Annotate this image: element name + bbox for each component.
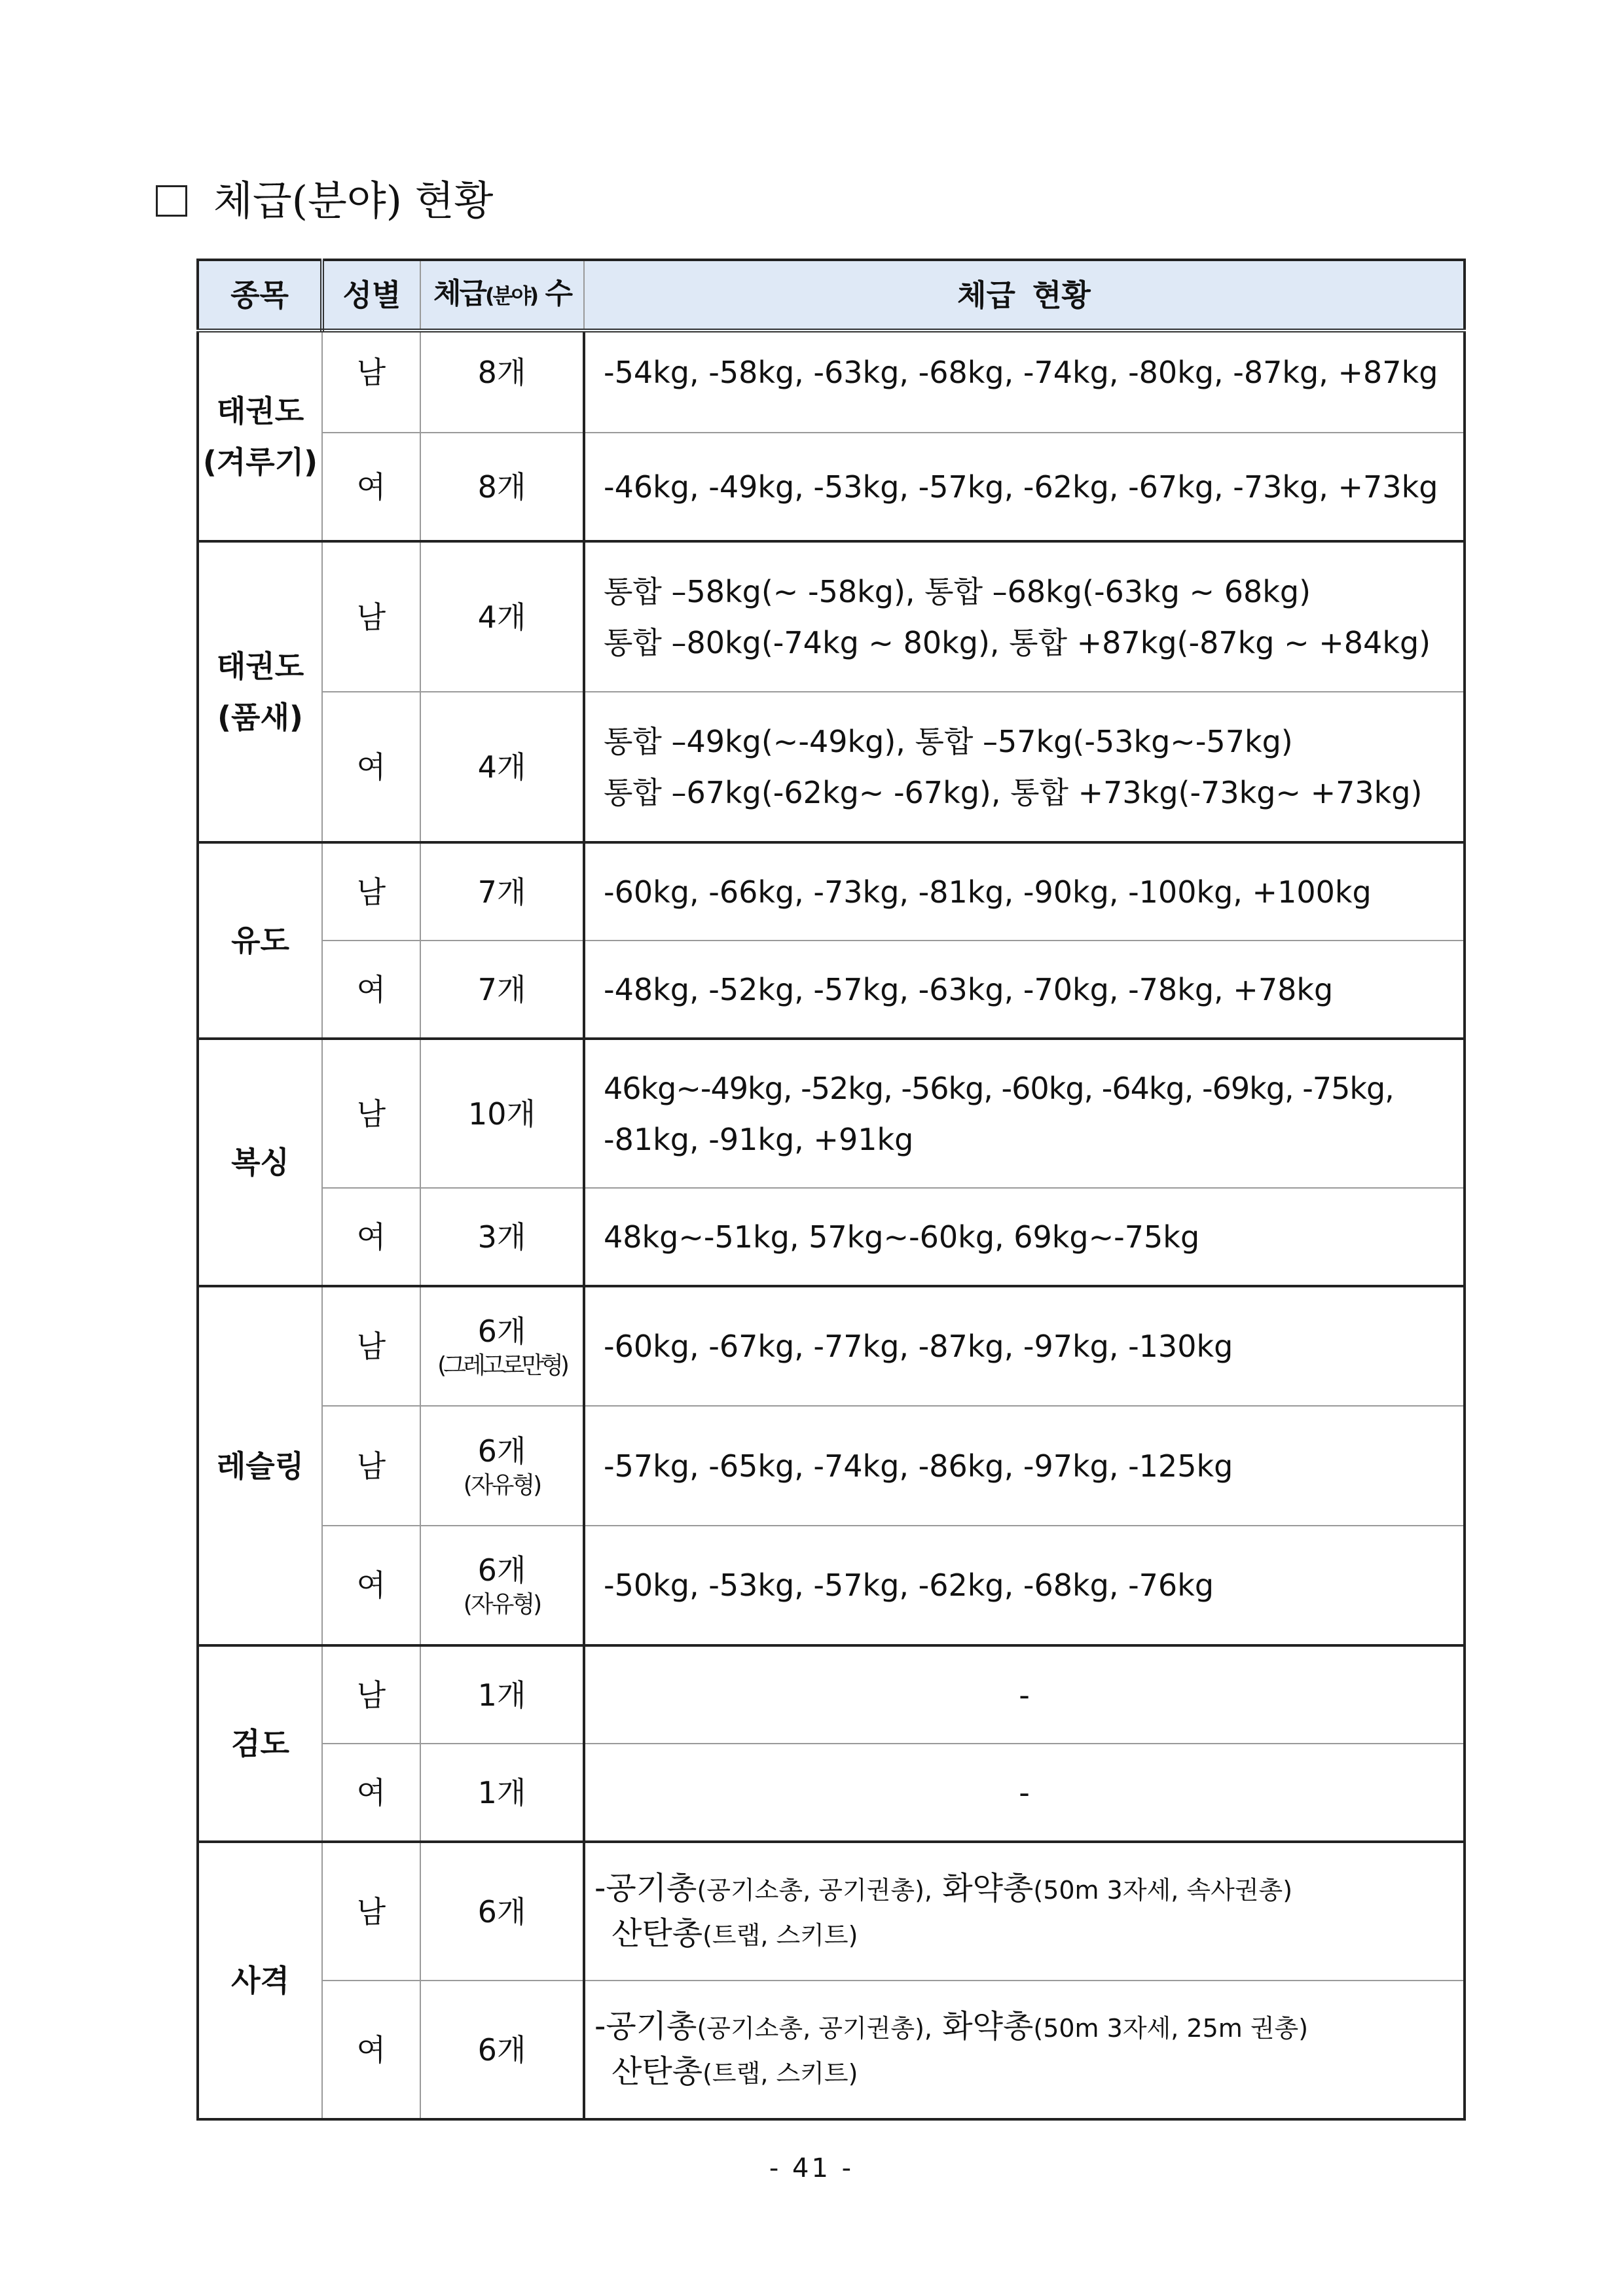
count-value: 6개 <box>477 1314 526 1349</box>
count-cell: 8개 <box>420 433 584 541</box>
table-row <box>198 541 1465 692</box>
table-row <box>198 692 1465 842</box>
gender-cell: 여 <box>322 692 420 842</box>
classes-line <box>594 2005 1463 2050</box>
gun-events: (공기소총, 공기권총), <box>697 1875 932 1905</box>
count-cell: 3개 <box>420 1188 584 1286</box>
classes-line <box>594 2050 1463 2095</box>
count-cell: 7개 <box>420 842 584 941</box>
sport-label-line1: 태권도 <box>216 393 304 429</box>
count-cell: 1개 <box>420 1645 584 1744</box>
classes-cell: -46kg, -49kg, -53kg, -57kg, -62kg, -67kg, -73kg, +73kg <box>584 433 1465 541</box>
table-row <box>198 1526 1465 1645</box>
count-cell <box>420 1526 584 1645</box>
gender-cell: 남 <box>322 541 420 692</box>
count-cell: 1개 <box>420 1744 584 1842</box>
gun-type: 산탄총 <box>611 2053 703 2090</box>
classes-line <box>594 1912 1463 1957</box>
gender-cell: 남 <box>322 1645 420 1744</box>
gender-cell: 여 <box>322 1981 420 2119</box>
table-row <box>198 1981 1465 2119</box>
gender-cell: 여 <box>322 1744 420 1842</box>
classes-line: 46kg~-49kg, -52kg, -56kg, -60kg, -64kg, -69kg, -75kg, <box>604 1070 1394 1106</box>
count-style: (그레고로만형) <box>437 1352 566 1379</box>
table-row <box>198 1744 1465 1842</box>
sport-cell: 검도 <box>198 1645 322 1842</box>
sport-label-line2: (품새) <box>217 700 303 735</box>
classes-line: 통합 –58kg(~ -58kg), 통합 –68kg(-63kg ~ 68kg) <box>604 573 1311 609</box>
count-cell <box>420 1406 584 1526</box>
header-count-main: 체급 <box>433 277 486 310</box>
header-count-suffix: 수 <box>537 277 571 310</box>
table-row <box>198 1406 1465 1526</box>
gun-type: 화약총 <box>932 2007 1034 2045</box>
classes-cell: -54kg, -58kg, -63kg, -68kg, -74kg, -80kg, -87kg, +87kg <box>584 331 1465 433</box>
gun-events: (트랩, 스키트) <box>702 1920 858 1950</box>
gender-cell: 남 <box>322 1039 420 1188</box>
classes-cell: - <box>584 1645 1465 1744</box>
page-number: - 41 - <box>769 2153 854 2183</box>
header-classes: 체급 현황 <box>584 260 1465 331</box>
table-row <box>198 433 1465 541</box>
classes-cell <box>584 1842 1465 1981</box>
count-cell <box>420 1286 584 1406</box>
sport-cell: 유도 <box>198 842 322 1039</box>
classes-cell: 48kg~-51kg, 57kg~-60kg, 69kg~-75kg <box>584 1188 1465 1286</box>
gender-cell: 남 <box>322 331 420 433</box>
sport-cell <box>198 541 322 842</box>
header-sport: 종목 <box>198 260 322 331</box>
count-cell: 10개 <box>420 1039 584 1188</box>
count-value: 6개 <box>477 1552 526 1588</box>
table-row <box>198 1188 1465 1286</box>
header-count-small: (분야) <box>485 283 538 308</box>
count-cell: 6개 <box>420 1981 584 2119</box>
sport-label-line1: 태권도 <box>216 649 304 684</box>
gender-cell: 남 <box>322 1286 420 1406</box>
count-cell: 4개 <box>420 692 584 842</box>
classes-cell <box>584 541 1465 692</box>
classes-line <box>594 1867 1463 1912</box>
gun-type: -공기총 <box>594 1869 697 1907</box>
sport-cell: 복싱 <box>198 1039 322 1286</box>
gun-type: 화약총 <box>932 1869 1034 1907</box>
section-heading <box>156 171 493 230</box>
gender-cell: 여 <box>322 1526 420 1645</box>
classes-cell: -48kg, -52kg, -57kg, -63kg, -70kg, -78kg, +78kg <box>584 941 1465 1039</box>
header-gender: 성별 <box>322 260 420 331</box>
checkbox-square-icon <box>156 185 187 217</box>
table-row <box>198 842 1465 941</box>
gun-type: 산탄총 <box>611 1914 703 1952</box>
count-cell: 7개 <box>420 941 584 1039</box>
sport-label-line2: (겨루기) <box>202 444 318 480</box>
gender-cell: 여 <box>322 433 420 541</box>
table-row <box>198 1286 1465 1406</box>
gender-cell: 남 <box>322 1406 420 1526</box>
gender-cell: 남 <box>322 1842 420 1981</box>
classes-line: 통합 –80kg(-74kg ~ 80kg), 통합 +87kg(-87kg ~ +84kg) <box>604 624 1431 660</box>
classes-cell: -50kg, -53kg, -57kg, -62kg, -68kg, -76kg <box>584 1526 1465 1645</box>
gun-events: (트랩, 스키트) <box>702 2058 858 2088</box>
table-row <box>198 1039 1465 1188</box>
table-header-row <box>198 260 1465 331</box>
classes-line: 통합 –49kg(~-49kg), 통합 –57kg(-53kg~-57kg) <box>604 723 1293 759</box>
gun-events: (50m 3자세, 속사권총) <box>1033 1875 1293 1905</box>
classes-cell <box>584 1039 1465 1188</box>
classes-cell: -60kg, -66kg, -73kg, -81kg, -90kg, -100kg, +100kg <box>584 842 1465 941</box>
table-row <box>198 331 1465 433</box>
sport-cell <box>198 331 322 541</box>
count-cell: 4개 <box>420 541 584 692</box>
count-value: 6개 <box>477 1433 526 1469</box>
classes-cell <box>584 692 1465 842</box>
gender-cell: 남 <box>322 842 420 941</box>
gender-cell: 여 <box>322 941 420 1039</box>
gender-cell: 여 <box>322 1188 420 1286</box>
table-row <box>198 941 1465 1039</box>
header-count <box>420 260 584 331</box>
classes-cell: - <box>584 1744 1465 1842</box>
table-row <box>198 1842 1465 1981</box>
table-row <box>198 1645 1465 1744</box>
count-cell: 6개 <box>420 1842 584 1981</box>
count-style: (자유형) <box>463 1471 541 1499</box>
classes-cell: -60kg, -67kg, -77kg, -87kg, -97kg, -130kg <box>584 1286 1465 1406</box>
classes-cell: -57kg, -65kg, -74kg, -86kg, -97kg, -125kg <box>584 1406 1465 1526</box>
gun-events: (50m 3자세, 25m 권총) <box>1033 2013 1309 2043</box>
section-title: 체급(분야) 현황 <box>213 177 494 224</box>
sport-cell: 사격 <box>198 1842 322 2119</box>
gun-events: (공기소총, 공기권총), <box>697 2013 932 2043</box>
sport-cell: 레슬링 <box>198 1286 322 1645</box>
classes-cell <box>584 1981 1465 2119</box>
weight-class-table <box>196 259 1466 2121</box>
classes-line: -81kg, -91kg, +91kg <box>604 1121 914 1157</box>
gun-type: -공기총 <box>594 2007 697 2045</box>
classes-line: 통합 –67kg(-62kg~ -67kg), 통합 +73kg(-73kg~ +73kg) <box>604 774 1423 810</box>
count-style: (자유형) <box>463 1591 541 1618</box>
count-cell: 8개 <box>420 331 584 433</box>
